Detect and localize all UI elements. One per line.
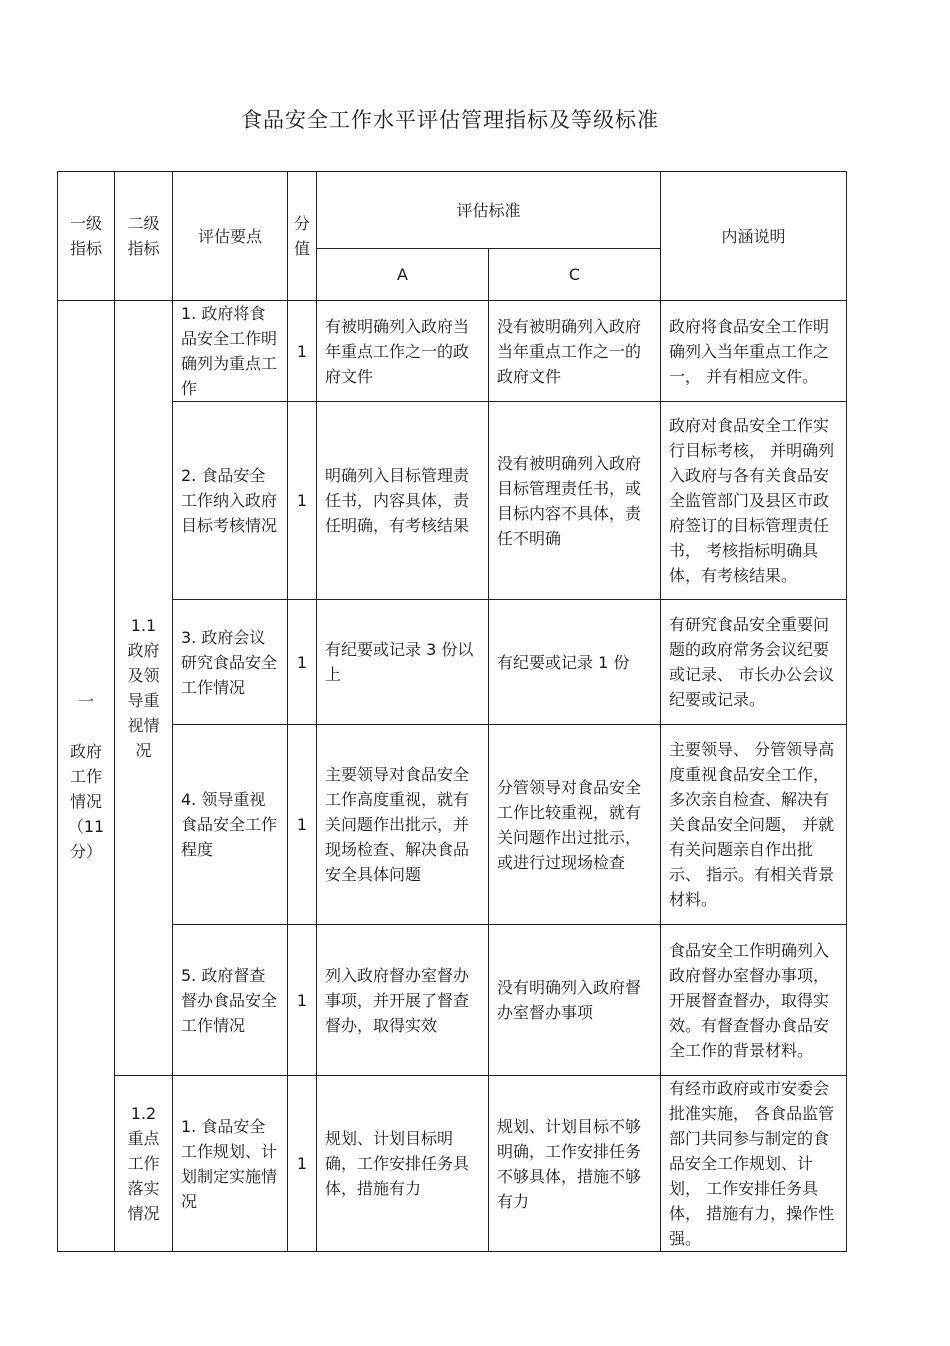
point-cell: 5. 政府督查督办食品安全工作情况 [173,925,288,1076]
grade-a-cell: 有被明确列入政府当年重点工作之一的政府文件 [317,301,489,402]
grade-c-cell: 分管领导对食品安全工作比较重视，就有关问题作出过批示，或进行过现场检查 [489,725,661,925]
point-cell: 4. 领导重视食品安全工作程度 [173,725,288,925]
table-row [58,402,847,600]
header-level2: 二级 指标 [115,172,173,301]
point-cell: 1. 政府将食品安全工作明确列为重点工作 [173,301,288,402]
grade-a-cell: 明确列入目标管理责任书，内容具体，责任明确，有考核结果 [317,402,489,600]
score-cell: 1 [288,925,317,1076]
grade-c-cell: 没有被明确列入政府目标管理责任书，或目标内容不具体，责任不明确 [489,402,661,600]
table-row [58,725,847,925]
header-grade-c: C [489,249,661,301]
point-cell: 2. 食品安全工作纳入政府目标考核情况 [173,402,288,600]
explanation-cell: 有研究食品安全重要问题的政府常务会议纪要或记录、 市长办公会议纪要或记录。 [661,600,847,725]
grade-c-cell: 没有明确列入政府督办室督办事项 [489,925,661,1076]
explanation-cell: 食品安全工作明确列入政府督办室督办事项， 开展督查督办，取得实效。有督查督办食品安全工作的背景材料。 [661,925,847,1076]
header-criteria: 评估标准 [317,172,661,249]
grade-c-cell: 有纪要或记录 1 份 [489,600,661,725]
grade-a-cell: 有纪要或记录 3 份以上 [317,600,489,725]
grade-a-cell: 规划、计划目标明确，工作安排任务具体，措施有力 [317,1076,489,1252]
score-cell: 1 [288,600,317,725]
table-row [58,301,847,402]
table-row [58,925,847,1076]
grade-c-cell: 规划、计划目标不够明确，工作安排任务不够具体，措施不够有力 [489,1076,661,1252]
standards-table [57,171,847,1252]
grade-a-cell: 列入政府督办室督办事项，并开展了督查督办，取得实效 [317,925,489,1076]
level2-cell: 1.2 重点 工作 落实 情况 [115,1076,173,1252]
score-cell: 1 [288,301,317,402]
grade-c-cell: 没有被明确列入政府当年重点工作之一的政府文件 [489,301,661,402]
header-explanation: 内涵说明 [661,172,847,301]
score-cell: 1 [288,1076,317,1252]
explanation-cell: 有经市政府或市安委会批准实施， 各食品监管部门共同参与制定的食品安全工作规划、计划， 工作安排任务具体， 措施有力，操作性强。 [661,1076,847,1252]
explanation-cell: 主要领导、 分管领导高度重视食品安全工作， 多次亲自检查、解决有关食品安全问题， 并就有关问题亲自作出批示、 指示。有相关背景材料。 [661,725,847,925]
score-cell: 1 [288,725,317,925]
level2-cell: 1.1 政府 及领 导重 视情 况 [115,301,173,1076]
header-points: 评估要点 [173,172,288,301]
level1-cell: 一 政府 工作 情况 （11 分） [58,301,115,1252]
point-cell: 1. 食品安全工作规划、计划制定实施情况 [173,1076,288,1252]
header-score: 分 值 [288,172,317,301]
table-row [58,600,847,725]
header-level1: 一级 指标 [58,172,115,301]
page-title: 食品安全工作水平评估管理指标及等级标准 [241,108,659,132]
grade-a-cell: 主要领导对食品安全工作高度重视，就有关问题作出批示，并现场检查、解决食品安全具体问题 [317,725,489,925]
explanation-cell: 政府将食品安全工作明确列入当年重点工作之一， 并有相应文件。 [661,301,847,402]
score-cell: 1 [288,402,317,600]
table-row [58,1076,847,1252]
point-cell: 3. 政府会议研究食品安全工作情况 [173,600,288,725]
header-grade-a: A [317,249,489,301]
explanation-cell: 政府对食品安全工作实行目标考核， 并明确列入政府与各有关食品安全监管部门及县区市政府签订的目标管理责任书， 考核指标明确具体，有考核结果。 [661,402,847,600]
